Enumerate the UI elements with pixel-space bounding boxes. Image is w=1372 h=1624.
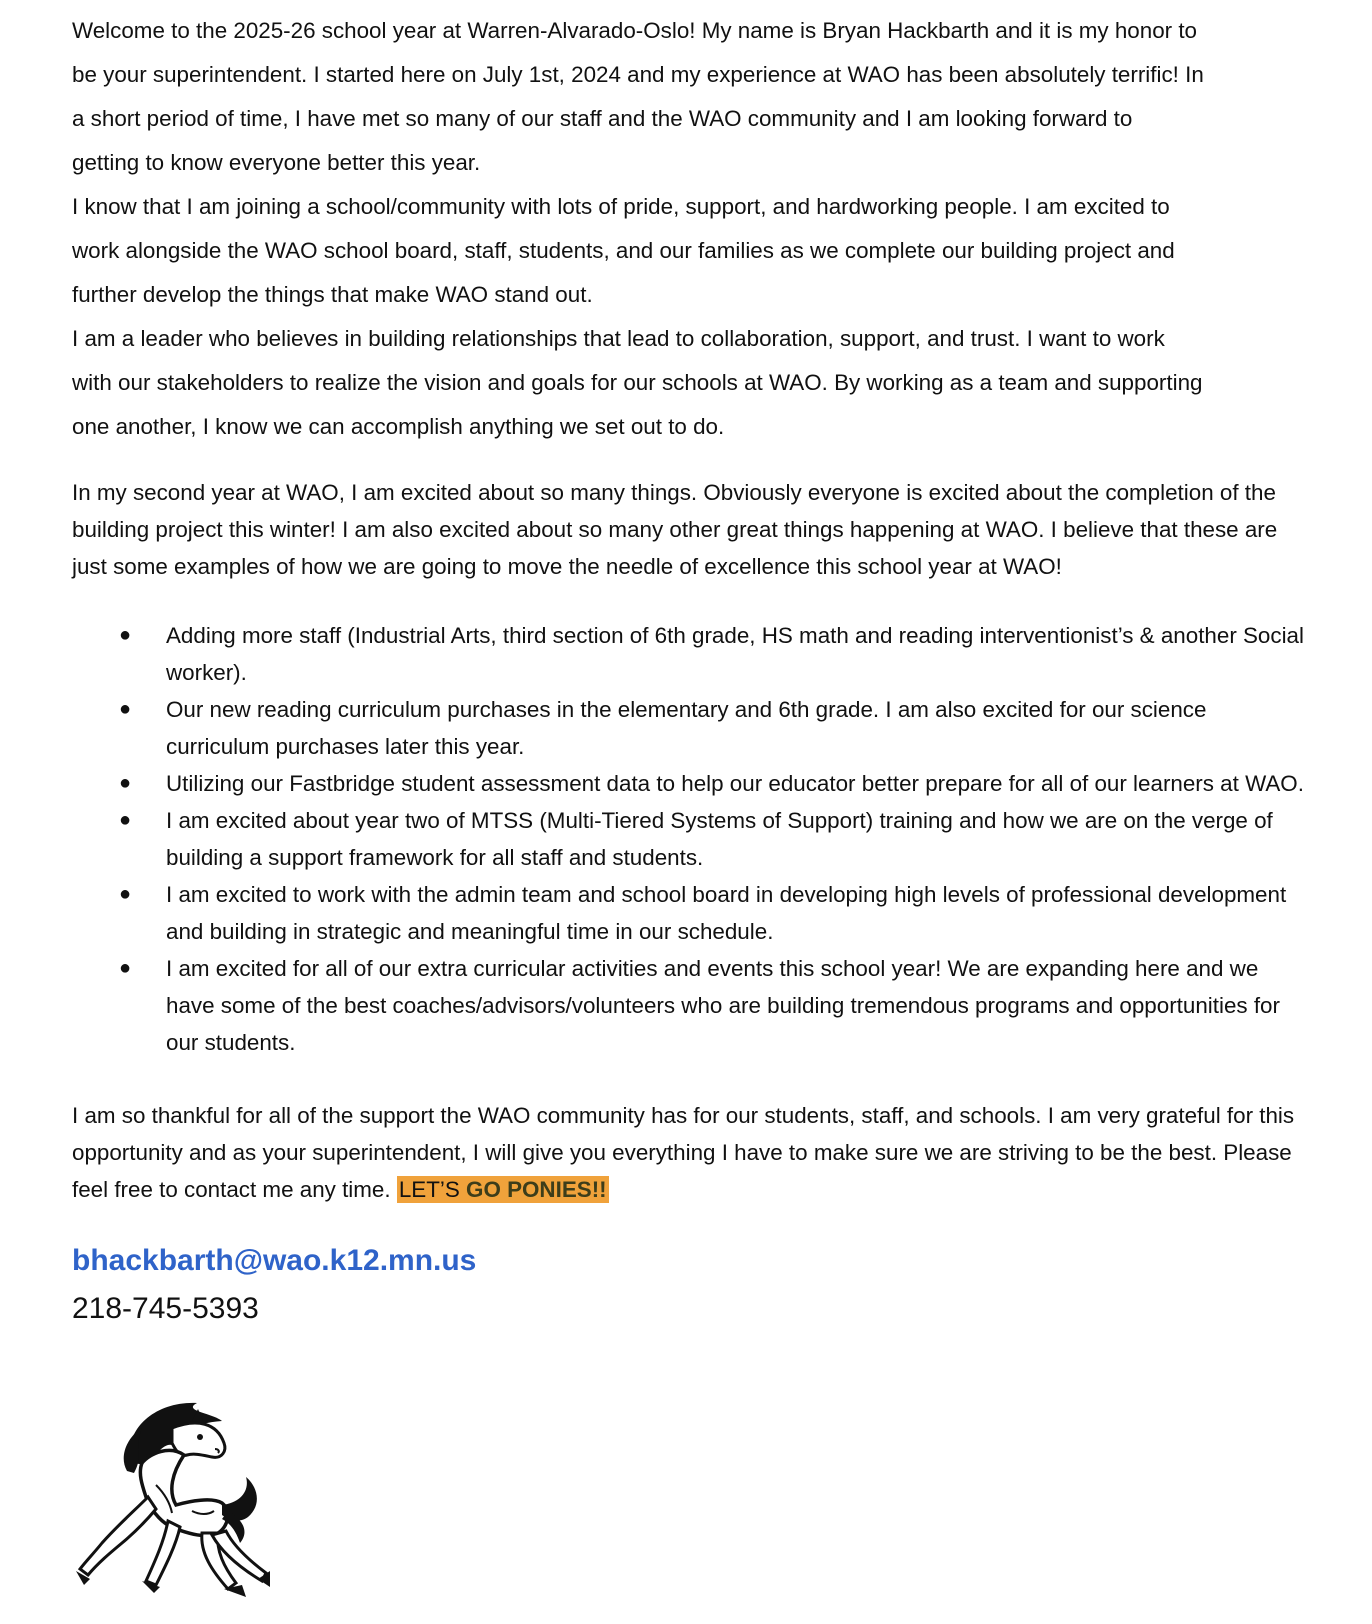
closing-paragraph [72,1097,1312,1208]
list-item-text: Adding more staff (Industrial Arts, third section of 6th grade, HS math and reading interventionist’s & another Social worker). [166,623,1304,685]
list-item [72,950,1312,1061]
list-item-text: I am excited about year two of MTSS (Multi-Tiered Systems of Support) training and how we are on the verge of building a support framework for all staff and students. [166,808,1273,870]
phone-number: 218-745-5393 [72,1292,259,1325]
pony-mascot-logo [72,1393,272,1613]
closing-text: I am so thankful for all of the support the WAO community has for our students, staff, and schools. I am very grateful for this opportunity and as your superintendent, I will give you everything I have to make sure we are striving to be the best. Please feel free to contact me any time. [72,1103,1295,1202]
intro-line: with our stakeholders to realize the vision and goals for our schools at WAO. By working as a team and supporting [72,370,1203,395]
excitement-list [72,617,1312,1061]
intro-line: I know that I am joining a school/community with lots of pride, support, and hardworking people. I am excited to [72,194,1170,219]
intro-line: further develop the things that make WAO stand out. [72,282,593,307]
slogan-prefix: LET’S [398,1177,467,1202]
list-item [72,691,1312,765]
bullet-icon: ● [119,772,132,794]
bullet-icon: ● [119,698,132,720]
slogan-highlight [397,1176,609,1203]
bullet-icon: ● [119,957,132,979]
letter-document [72,0,1312,1329]
bullet-icon: ● [119,809,132,831]
list-item-text: I am excited to work with the admin team and school board in developing high levels of professional development and building in strategic and meaningful time in our schedule. [166,882,1287,944]
intro-line: be your superintendent. I started here on July 1st, 2024 and my experience at WAO has been absolutely terrific! In [72,62,1204,87]
list-item [72,876,1312,950]
list-item-text: I am excited for all of our extra curricular activities and events this school year! We are expanding here and we have some of the best coaches/advisors/volunteers who are building tremendous programs and opportunities for our students. [166,956,1280,1055]
list-item [72,802,1312,876]
intro-line: one another, I know we can accomplish anything we set out to do. [72,414,725,439]
intro-line: getting to know everyone better this year. [72,150,481,175]
list-item-text: Our new reading curriculum purchases in the elementary and 6th grade. I am also excited for our science curriculum purchases later this year. [166,697,1207,759]
list-item-text: Utilizing our Fastbridge student assessment data to help our educator better prepare for all of our learners at WAO. [166,771,1304,796]
list-item [72,765,1312,802]
second-year-paragraph: In my second year at WAO, I am excited about so many things. Obviously everyone is excited about the completion of the building project this winter! I am also excited about so many other great things happening at WAO. I believe that these are just some examples of how we are going to move the needle of excellence this school year at WAO! [72,480,1278,579]
intro-paragraph [72,0,1312,449]
slogan-bold: GO PONIES!! [466,1177,607,1202]
horse-icon [72,1393,272,1613]
bullet-icon: ● [119,624,132,646]
intro-line: work alongside the WAO school board, staff, students, and our families as we complete our building project and [72,238,1175,263]
intro-line: a short period of time, I have met so many of our staff and the WAO community and I am looking forward to [72,106,1133,131]
intro-line: I am a leader who believes in building relationships that lead to collaboration, support, and trust. I want to work [72,326,1165,351]
intro-line: Welcome to the 2025-26 school year at Warren-Alvarado-Oslo! My name is Bryan Hackbarth and it is my honor to [72,18,1197,43]
email-link[interactable]: bhackbarth@wao.k12.mn.us [72,1244,477,1277]
list-item [72,617,1312,691]
bullet-icon: ● [119,883,132,905]
